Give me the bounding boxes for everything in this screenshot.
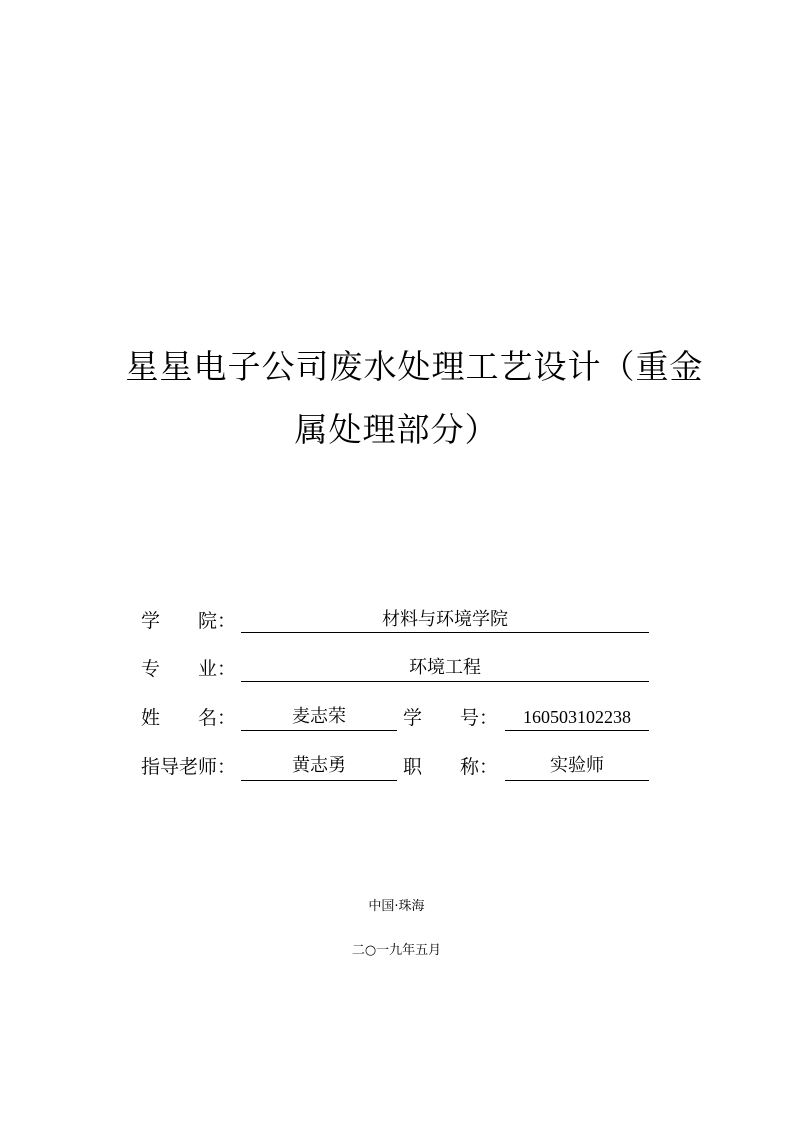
- advisor-label: 指导老师：: [141, 756, 237, 778]
- college-label: 学 院：: [141, 610, 237, 632]
- professional-title-label: 职 称：: [403, 756, 499, 778]
- date-text: 二○一九年五月: [351, 943, 442, 958]
- college-value: 材料与环境学院: [241, 608, 649, 633]
- document-title-line-2: 属处理部分）: [294, 410, 499, 449]
- major-label: 专 业：: [141, 658, 237, 680]
- student-id-value: 160503102238: [505, 705, 649, 731]
- document-title-line-1: 星星电子公司废水处理工艺设计（重金: [125, 347, 704, 386]
- name-value: 麦志荣: [241, 705, 397, 731]
- advisor-value: 黄志勇: [241, 754, 397, 781]
- professional-title-value: 实验师: [505, 754, 649, 781]
- major-value: 环境工程: [241, 656, 649, 682]
- location-text: 中国·珠海: [368, 899, 425, 914]
- name-label: 姓 名：: [141, 707, 237, 729]
- student-id-label: 学 号：: [403, 707, 499, 729]
